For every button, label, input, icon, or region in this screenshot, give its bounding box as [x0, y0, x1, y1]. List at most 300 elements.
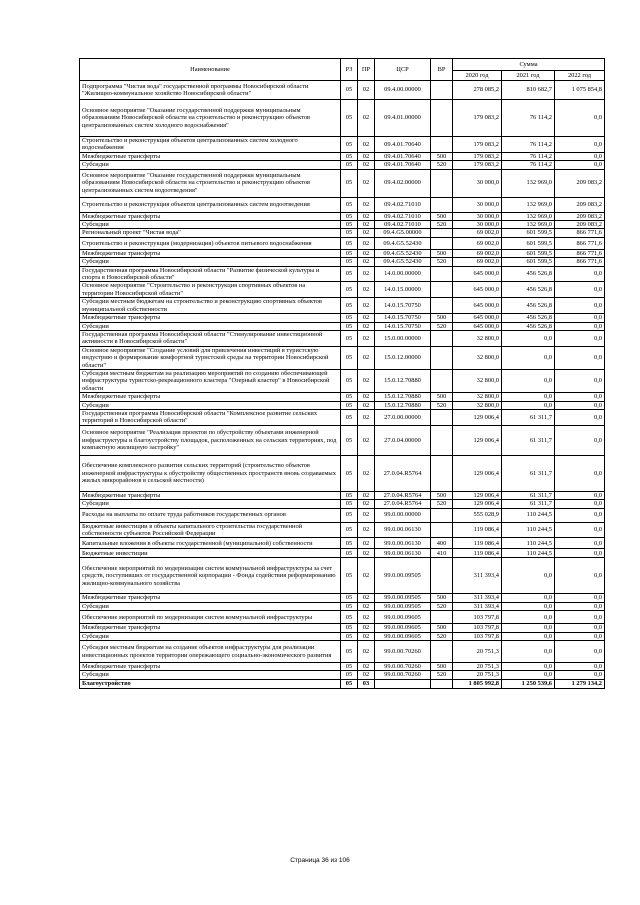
- table-row: [80, 237, 605, 249]
- row-csr: 99.0.00.09605: [375, 632, 431, 640]
- row-rz: 05: [341, 641, 358, 663]
- row-pr: 02: [358, 641, 375, 663]
- table-row: [80, 611, 605, 624]
- row-amount-2020: 311 393,4: [453, 602, 502, 610]
- row-amount-2022: 0,0: [555, 558, 605, 594]
- row-csr: 14.0.15.70750: [375, 298, 431, 314]
- row-name: Субсидии: [80, 500, 341, 508]
- table-row: [80, 522, 605, 538]
- row-csr: 15.0.12.70880: [375, 369, 431, 392]
- row-amount-2021: 110 244,5: [502, 538, 555, 549]
- row-rz: 05: [341, 212, 358, 220]
- row-amount-2022: 0,0: [555, 641, 605, 663]
- row-vr: [431, 229, 453, 237]
- page-number: Страница 36 из 106: [290, 857, 350, 864]
- header-year-2022: 2022 год: [555, 71, 605, 81]
- row-rz: 05: [341, 282, 358, 298]
- row-amount-2020: 20 751,3: [453, 671, 502, 679]
- table-row: [80, 152, 605, 160]
- row-rz: 05: [341, 632, 358, 640]
- row-rz: 05: [341, 249, 358, 257]
- row-pr: 02: [358, 169, 375, 197]
- row-csr: 09.4.01.00000: [375, 100, 431, 137]
- row-csr: 09.4.G5.52430: [375, 249, 431, 257]
- row-vr: 520: [431, 258, 453, 266]
- row-amount-2022: 0,0: [555, 369, 605, 392]
- row-pr: 02: [358, 100, 375, 137]
- row-rz: 05: [341, 169, 358, 197]
- row-csr: 09.4.02.71010: [375, 197, 431, 212]
- row-rz: 05: [341, 330, 358, 346]
- table-row: [80, 229, 605, 237]
- total-row: [80, 679, 605, 688]
- row-amount-2021: 1 250 539,6: [502, 679, 555, 688]
- row-vr: [431, 169, 453, 197]
- row-name: Строительство и реконструкция (модернизация) объектов питьевого водоснабжения: [80, 237, 341, 249]
- row-pr: 02: [358, 152, 375, 160]
- row-rz: 05: [341, 611, 358, 624]
- row-pr: 02: [358, 632, 375, 640]
- row-name: Обеспечение комплексного развития сельских территорий (строительство объектов инженерной инфраструктуры к обустройству общественных пространств вновь создаваемых жилых микрорайонов в сельской местности): [80, 455, 341, 491]
- row-name: Межбюджетные трансферты: [80, 152, 341, 160]
- row-rz: 05: [341, 229, 358, 237]
- row-vr: 520: [431, 671, 453, 679]
- row-vr: [431, 197, 453, 212]
- row-amount-2020: 30 000,0: [453, 212, 502, 220]
- row-rz: 05: [341, 393, 358, 401]
- row-vr: [431, 611, 453, 624]
- row-vr: [431, 425, 453, 455]
- row-amount-2021: 0,0: [502, 594, 555, 602]
- row-vr: [431, 558, 453, 594]
- row-amount-2020: 179 083,2: [453, 152, 502, 160]
- row-amount-2022: 0,0: [555, 508, 605, 522]
- row-amount-2022: 0,0: [555, 455, 605, 491]
- row-amount-2022: 866 771,6: [555, 249, 605, 257]
- row-amount-2021: 132 969,0: [502, 221, 555, 229]
- row-pr: 02: [358, 491, 375, 499]
- row-pr: 02: [358, 81, 375, 100]
- table-row: [80, 249, 605, 257]
- row-csr: 09.4.01.70640: [375, 137, 431, 153]
- row-amount-2021: 601 599,5: [502, 237, 555, 249]
- row-pr: 02: [358, 522, 375, 538]
- row-amount-2021: 61 311,7: [502, 409, 555, 425]
- row-pr: 02: [358, 549, 375, 558]
- row-csr: 99.0.00.70260: [375, 641, 431, 663]
- row-vr: 500: [431, 152, 453, 160]
- row-amount-2021: 110 244,5: [502, 549, 555, 558]
- row-vr: [431, 508, 453, 522]
- row-amount-2022: 0,0: [555, 611, 605, 624]
- header-year-2021: 2021 год: [502, 71, 555, 81]
- row-amount-2020: 129 006,4: [453, 409, 502, 425]
- table-row: [80, 298, 605, 314]
- row-vr: [431, 522, 453, 538]
- row-pr: 02: [358, 197, 375, 212]
- row-amount-2020: 645 000,0: [453, 298, 502, 314]
- row-name: Субсидии: [80, 221, 341, 229]
- row-amount-2021: 0,0: [502, 663, 555, 671]
- row-amount-2020: 32 800,0: [453, 346, 502, 369]
- row-csr: 99.0.00.70260: [375, 663, 431, 671]
- row-amount-2020: 129 006,4: [453, 455, 502, 491]
- row-vr: 520: [431, 500, 453, 508]
- row-pr: 02: [358, 500, 375, 508]
- table-row: [80, 212, 605, 220]
- row-csr: 09.4.02.00000: [375, 169, 431, 197]
- table-row: [80, 282, 605, 298]
- row-name: Межбюджетные трансферты: [80, 249, 341, 257]
- row-vr: 520: [431, 161, 453, 169]
- row-vr: [431, 641, 453, 663]
- table-row: [80, 594, 605, 602]
- row-amount-2020: 179 083,2: [453, 137, 502, 153]
- header-name: Наименование: [80, 59, 341, 81]
- row-name: Межбюджетные трансферты: [80, 212, 341, 220]
- row-rz: 05: [341, 266, 358, 282]
- row-rz: 05: [341, 152, 358, 160]
- row-csr: 14.0.15.00000: [375, 282, 431, 298]
- row-pr: 02: [358, 401, 375, 409]
- table-row: [80, 258, 605, 266]
- row-csr: 99.0.00.06130: [375, 538, 431, 549]
- row-amount-2022: 0,0: [555, 282, 605, 298]
- row-name: Субсидии: [80, 322, 341, 330]
- row-amount-2021: 132 969,0: [502, 169, 555, 197]
- row-amount-2022: 0,0: [555, 346, 605, 369]
- header-csr: ЦСР: [375, 59, 431, 81]
- header-pr: ПР: [358, 59, 375, 81]
- row-amount-2020: 20 751,3: [453, 641, 502, 663]
- row-amount-2021: 61 311,7: [502, 425, 555, 455]
- row-amount-2020: 311 393,4: [453, 558, 502, 594]
- row-vr: [431, 298, 453, 314]
- row-rz: 05: [341, 663, 358, 671]
- row-rz: 05: [341, 401, 358, 409]
- row-amount-2022: 866 771,6: [555, 237, 605, 249]
- table-body: [80, 81, 605, 689]
- row-name: Межбюджетные трансферты: [80, 393, 341, 401]
- row-amount-2022: 0,0: [555, 298, 605, 314]
- row-amount-2022: 0,0: [555, 401, 605, 409]
- row-name: Обеспечение мероприятий по модернизации систем коммунальной инфраструктуры за счет средств, поступивших от государственной корпорации - Фонда содействия реформированию жилищно-коммунального хозяйства: [80, 558, 341, 594]
- row-amount-2022: 0,0: [555, 161, 605, 169]
- table-row: [80, 491, 605, 499]
- row-name: Межбюджетные трансферты: [80, 491, 341, 499]
- row-amount-2022: 1 279 134,2: [555, 679, 605, 688]
- row-amount-2020: 555 028,9: [453, 508, 502, 522]
- row-name: Строительство и реконструкция объектов централизованных систем водоотведения: [80, 197, 341, 212]
- row-amount-2020: 69 002,0: [453, 237, 502, 249]
- row-amount-2022: 209 083,2: [555, 197, 605, 212]
- row-amount-2020: 311 393,4: [453, 594, 502, 602]
- row-rz: 05: [341, 679, 358, 688]
- row-vr: 500: [431, 594, 453, 602]
- row-csr: 14.0.15.70750: [375, 314, 431, 322]
- row-amount-2021: 456 526,8: [502, 266, 555, 282]
- row-rz: 05: [341, 538, 358, 549]
- table-row: [80, 221, 605, 229]
- row-pr: 02: [358, 212, 375, 220]
- row-csr: 99.0.00.06130: [375, 549, 431, 558]
- table-row: [80, 314, 605, 322]
- row-amount-2022: 0,0: [555, 500, 605, 508]
- row-vr: [431, 330, 453, 346]
- row-pr: 02: [358, 369, 375, 392]
- row-pr: 02: [358, 425, 375, 455]
- row-vr: [431, 81, 453, 100]
- row-rz: 05: [341, 258, 358, 266]
- row-csr: 27.0.04.R5764: [375, 455, 431, 491]
- row-amount-2021: 810 682,7: [502, 81, 555, 100]
- row-amount-2021: 0,0: [502, 624, 555, 632]
- table-row: [80, 161, 605, 169]
- row-name: Обеспечение мероприятий по модернизации систем коммунальной инфраструктуры: [80, 611, 341, 624]
- table-row: [80, 169, 605, 197]
- row-csr: 09.4.01.70640: [375, 161, 431, 169]
- row-csr: 14.0.15.70750: [375, 322, 431, 330]
- row-pr: 02: [358, 508, 375, 522]
- row-amount-2021: 456 526,8: [502, 314, 555, 322]
- header-vr: ВР: [431, 59, 453, 81]
- row-amount-2021: 456 526,8: [502, 298, 555, 314]
- row-name: Строительство и реконструкция объектов централизованных систем холодного водоснабжения: [80, 137, 341, 153]
- row-amount-2020: 32 800,0: [453, 330, 502, 346]
- table-row: [80, 393, 605, 401]
- row-name: Субсидия местным бюджетам на создание объектов инфраструктуры для реализации инвестиционных проектов территории опережающего социально-экономического развития: [80, 641, 341, 663]
- row-pr: 02: [358, 161, 375, 169]
- row-pr: 02: [358, 409, 375, 425]
- row-csr: 14.0.00.00000: [375, 266, 431, 282]
- row-vr: [431, 137, 453, 153]
- row-vr: 500: [431, 314, 453, 322]
- table-row: [80, 641, 605, 663]
- row-amount-2021: 0,0: [502, 632, 555, 640]
- table-row: [80, 632, 605, 640]
- row-amount-2022: 209 083,2: [555, 221, 605, 229]
- row-rz: 05: [341, 322, 358, 330]
- row-amount-2022: 0,0: [555, 663, 605, 671]
- row-pr: 02: [358, 346, 375, 369]
- row-pr: 03: [358, 679, 375, 688]
- row-rz: 05: [341, 624, 358, 632]
- row-amount-2022: 0,0: [555, 425, 605, 455]
- table-row: [80, 346, 605, 369]
- row-rz: 05: [341, 137, 358, 153]
- row-amount-2021: 110 244,5: [502, 522, 555, 538]
- row-rz: 05: [341, 237, 358, 249]
- table-row: [80, 538, 605, 549]
- row-rz: 05: [341, 671, 358, 679]
- row-vr: 520: [431, 322, 453, 330]
- row-rz: 05: [341, 369, 358, 392]
- row-vr: 500: [431, 212, 453, 220]
- row-pr: 02: [358, 671, 375, 679]
- row-name: Межбюджетные трансферты: [80, 594, 341, 602]
- row-pr: 02: [358, 611, 375, 624]
- row-amount-2022: 0,0: [555, 393, 605, 401]
- row-amount-2021: 601 599,5: [502, 229, 555, 237]
- row-name: Основное мероприятие "Оказание государственной поддержки муниципальным образованиям Новосибирской области на строительство и реконструкцию объектов централизованных систем холодного водоснабжения": [80, 100, 341, 137]
- budget-table: [79, 58, 605, 689]
- row-vr: [431, 266, 453, 282]
- row-amount-2021: 0,0: [502, 671, 555, 679]
- row-name: Бюджетные инвестиции в объекты капитального строительства государственной собственности субъектов Российской Федерации: [80, 522, 341, 538]
- row-name: Основное мероприятие "Строительство и реконструкция спортивных объектов на территории Новосибирской области": [80, 282, 341, 298]
- row-amount-2020: 645 000,0: [453, 314, 502, 322]
- row-pr: 02: [358, 266, 375, 282]
- row-csr: 09.4.00.00000: [375, 81, 431, 100]
- row-amount-2020: 645 000,0: [453, 322, 502, 330]
- row-vr: [431, 369, 453, 392]
- row-csr: 27.0.04.R5764: [375, 500, 431, 508]
- row-amount-2021: 0,0: [502, 330, 555, 346]
- table-row: [80, 508, 605, 522]
- row-rz: 05: [341, 558, 358, 594]
- row-amount-2022: 0,0: [555, 632, 605, 640]
- row-pr: 02: [358, 602, 375, 610]
- row-amount-2022: 0,0: [555, 671, 605, 679]
- row-csr: 99.0.00.70260: [375, 671, 431, 679]
- row-amount-2021: 0,0: [502, 558, 555, 594]
- row-pr: 02: [358, 538, 375, 549]
- row-csr: 09.4.02.71010: [375, 221, 431, 229]
- row-amount-2020: 119 086,4: [453, 538, 502, 549]
- row-name: Подпрограмма "Чистая вода" государственной программы Новосибирской области "Жилищно-коммунальное хозяйство Новосибирской области": [80, 81, 341, 100]
- row-rz: 05: [341, 491, 358, 499]
- row-amount-2020: 103 797,8: [453, 624, 502, 632]
- row-pr: 02: [358, 229, 375, 237]
- row-pr: 02: [358, 314, 375, 322]
- row-csr: 99.0.00.09605: [375, 624, 431, 632]
- row-rz: 05: [341, 221, 358, 229]
- row-amount-2020: 119 086,4: [453, 522, 502, 538]
- row-vr: 410: [431, 549, 453, 558]
- row-name: Государственная программа Новосибирской области "Стимулирование инвестиционной активности в Новосибирской области": [80, 330, 341, 346]
- row-name: Субсидии: [80, 602, 341, 610]
- table-row: [80, 266, 605, 282]
- row-csr: 99.0.00.09605: [375, 611, 431, 624]
- row-amount-2021: 76 114,2: [502, 137, 555, 153]
- row-rz: 05: [341, 161, 358, 169]
- row-amount-2021: 0,0: [502, 611, 555, 624]
- row-pr: 02: [358, 258, 375, 266]
- row-csr: 15.0.12.00000: [375, 346, 431, 369]
- row-amount-2021: 61 311,7: [502, 500, 555, 508]
- row-pr: 02: [358, 282, 375, 298]
- row-amount-2020: 32 800,0: [453, 369, 502, 392]
- row-amount-2020: 30 000,0: [453, 169, 502, 197]
- row-csr: [375, 679, 431, 688]
- table-row: [80, 602, 605, 610]
- row-amount-2021: 601 599,5: [502, 258, 555, 266]
- row-vr: 500: [431, 624, 453, 632]
- row-csr: 09.4.G5.52430: [375, 237, 431, 249]
- row-pr: 02: [358, 663, 375, 671]
- row-name: Межбюджетные трансферты: [80, 314, 341, 322]
- row-rz: 05: [341, 602, 358, 610]
- row-amount-2021: 110 244,5: [502, 508, 555, 522]
- row-rz: 05: [341, 346, 358, 369]
- row-pr: 02: [358, 330, 375, 346]
- row-pr: 02: [358, 558, 375, 594]
- header-sum: Сумма: [453, 59, 605, 71]
- row-amount-2021: 0,0: [502, 602, 555, 610]
- row-amount-2021: 0,0: [502, 393, 555, 401]
- row-vr: 500: [431, 663, 453, 671]
- row-pr: 02: [358, 298, 375, 314]
- row-csr: 99.0.00.09505: [375, 602, 431, 610]
- row-amount-2020: 30 000,0: [453, 197, 502, 212]
- row-name: Благоустройство: [80, 679, 341, 688]
- row-amount-2022: 0,0: [555, 266, 605, 282]
- row-csr: 99.0.00.09505: [375, 558, 431, 594]
- row-amount-2021: 132 969,0: [502, 197, 555, 212]
- row-name: Субсидии: [80, 632, 341, 640]
- row-rz: 05: [341, 314, 358, 322]
- row-amount-2020: 20 751,3: [453, 663, 502, 671]
- table-header: [80, 59, 605, 81]
- row-amount-2021: 0,0: [502, 369, 555, 392]
- row-rz: 05: [341, 100, 358, 137]
- row-name: Субсидии: [80, 401, 341, 409]
- row-vr: [431, 455, 453, 491]
- row-amount-2021: 61 311,7: [502, 491, 555, 499]
- row-amount-2020: 32 800,0: [453, 401, 502, 409]
- row-rz: 05: [341, 508, 358, 522]
- table-row: [80, 663, 605, 671]
- row-vr: [431, 100, 453, 137]
- header-rz: РЗ: [341, 59, 358, 81]
- row-vr: 520: [431, 221, 453, 229]
- table-row: [80, 455, 605, 491]
- row-vr: [431, 346, 453, 369]
- row-name: Капитальные вложения в объекты государственной (муниципальной) собственности: [80, 538, 341, 549]
- row-pr: 02: [358, 624, 375, 632]
- row-amount-2022: 0,0: [555, 538, 605, 549]
- row-name: Бюджетные инвестиции: [80, 549, 341, 558]
- row-amount-2020: 119 086,4: [453, 549, 502, 558]
- row-amount-2022: 866 771,6: [555, 229, 605, 237]
- row-rz: 05: [341, 425, 358, 455]
- row-amount-2020: 69 002,0: [453, 249, 502, 257]
- row-amount-2021: 76 114,2: [502, 152, 555, 160]
- table-row: [80, 409, 605, 425]
- row-amount-2022: 0,0: [555, 100, 605, 137]
- row-amount-2022: 0,0: [555, 314, 605, 322]
- row-name: Региональный проект "Чистая вода": [80, 229, 341, 237]
- row-name: Государственная программа Новосибирской области "Развитие физической культуры и спорта в Новосибирской области": [80, 266, 341, 282]
- row-amount-2021: 61 311,7: [502, 455, 555, 491]
- row-amount-2020: 32 800,0: [453, 393, 502, 401]
- table-row: [80, 624, 605, 632]
- row-amount-2022: 209 083,2: [555, 212, 605, 220]
- row-rz: 05: [341, 409, 358, 425]
- row-vr: 520: [431, 632, 453, 640]
- row-csr: 27.0.04.00000: [375, 425, 431, 455]
- row-name: Межбюджетные трансферты: [80, 624, 341, 632]
- row-amount-2022: 866 771,6: [555, 258, 605, 266]
- row-name: Субсидии: [80, 161, 341, 169]
- row-amount-2022: 0,0: [555, 152, 605, 160]
- row-vr: 500: [431, 491, 453, 499]
- row-pr: 02: [358, 237, 375, 249]
- row-rz: 05: [341, 455, 358, 491]
- row-csr: 15.0.12.70880: [375, 401, 431, 409]
- row-amount-2022: 209 083,2: [555, 169, 605, 197]
- row-amount-2020: 69 002,0: [453, 258, 502, 266]
